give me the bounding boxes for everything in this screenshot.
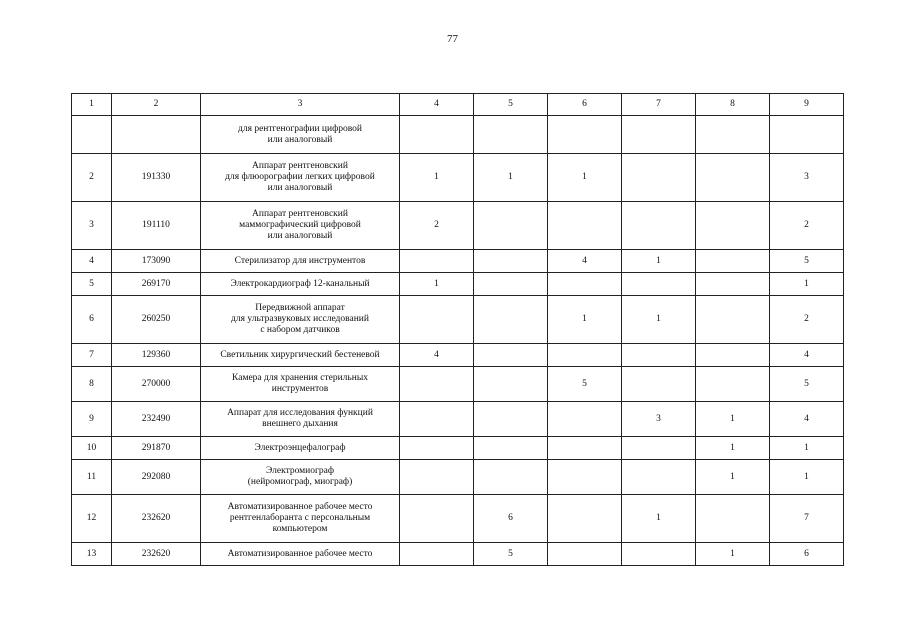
table-cell-col-5 bbox=[474, 273, 548, 296]
header-cell-7: 7 bbox=[622, 94, 696, 116]
table-cell-col-2: 129360 bbox=[112, 344, 201, 367]
table-cell-col-2: 232620 bbox=[112, 543, 201, 566]
table-cell-col-4 bbox=[400, 495, 474, 543]
table-cell-col-4 bbox=[400, 367, 474, 402]
table-cell-col-4 bbox=[400, 296, 474, 344]
table-cell-col-7 bbox=[622, 437, 696, 460]
table-cell-col-4 bbox=[400, 460, 474, 495]
table-cell-col-1: 3 bbox=[72, 202, 112, 250]
table-cell-col-5 bbox=[474, 296, 548, 344]
table-cell-col-8 bbox=[696, 273, 770, 296]
table-row bbox=[72, 202, 844, 250]
table-cell-col-5 bbox=[474, 437, 548, 460]
header-cell-6: 6 bbox=[548, 94, 622, 116]
table-cell-col-9: 1 bbox=[770, 273, 844, 296]
table-row bbox=[72, 273, 844, 296]
table-cell-col-3: Электрокардиограф 12-канальный bbox=[201, 273, 400, 296]
table-cell-col-8: 1 bbox=[696, 437, 770, 460]
table-cell-col-9: 3 bbox=[770, 154, 844, 202]
table-cell-col-5: 5 bbox=[474, 543, 548, 566]
table-cell-col-3: для рентгенографии цифровой или аналоговый bbox=[201, 116, 400, 154]
table-cell-col-8: 1 bbox=[696, 543, 770, 566]
table-cell-col-6: 1 bbox=[548, 296, 622, 344]
table-cell-col-6 bbox=[548, 344, 622, 367]
table-cell-col-4 bbox=[400, 543, 474, 566]
table-cell-col-7 bbox=[622, 367, 696, 402]
table-cell-col-1: 11 bbox=[72, 460, 112, 495]
table-cell-col-9: 4 bbox=[770, 402, 844, 437]
table-cell-col-7 bbox=[622, 116, 696, 154]
table-cell-col-2: 191110 bbox=[112, 202, 201, 250]
table-row bbox=[72, 116, 844, 154]
table-cell-col-9: 1 bbox=[770, 437, 844, 460]
table-header-row bbox=[72, 94, 844, 116]
table-cell-col-4 bbox=[400, 437, 474, 460]
header-cell-2: 2 bbox=[112, 94, 201, 116]
table-row bbox=[72, 437, 844, 460]
table-cell-col-2: 191330 bbox=[112, 154, 201, 202]
table-row bbox=[72, 154, 844, 202]
table-cell-col-7 bbox=[622, 543, 696, 566]
table-cell-col-6 bbox=[548, 116, 622, 154]
table-cell-col-8 bbox=[696, 202, 770, 250]
table-cell-col-9: 2 bbox=[770, 202, 844, 250]
table-cell-col-9: 6 bbox=[770, 543, 844, 566]
table-cell-col-6 bbox=[548, 437, 622, 460]
table-cell-col-5 bbox=[474, 460, 548, 495]
table-cell-col-4 bbox=[400, 116, 474, 154]
table-cell-col-1: 9 bbox=[72, 402, 112, 437]
table-cell-col-1: 6 bbox=[72, 296, 112, 344]
table-cell-col-2: 260250 bbox=[112, 296, 201, 344]
table-cell-col-9 bbox=[770, 116, 844, 154]
table-cell-col-9: 4 bbox=[770, 344, 844, 367]
table-row bbox=[72, 460, 844, 495]
header-cell-1: 1 bbox=[72, 94, 112, 116]
table-cell-col-9: 2 bbox=[770, 296, 844, 344]
table-cell-col-2: 173090 bbox=[112, 250, 201, 273]
table-row bbox=[72, 250, 844, 273]
table-cell-col-3: Светильник хирургический бестеневой bbox=[201, 344, 400, 367]
header-cell-8: 8 bbox=[696, 94, 770, 116]
table-cell-col-4: 2 bbox=[400, 202, 474, 250]
table-cell-col-6 bbox=[548, 202, 622, 250]
table-cell-col-3: Аппарат рентгеновский маммографический цифровой или аналоговый bbox=[201, 202, 400, 250]
table-cell-col-6 bbox=[548, 495, 622, 543]
table-cell-col-9: 5 bbox=[770, 367, 844, 402]
table-cell-col-6: 4 bbox=[548, 250, 622, 273]
table-cell-col-7: 1 bbox=[622, 495, 696, 543]
table-cell-col-5 bbox=[474, 202, 548, 250]
table-row bbox=[72, 367, 844, 402]
table-row bbox=[72, 543, 844, 566]
table-cell-col-5 bbox=[474, 402, 548, 437]
table-cell-col-5 bbox=[474, 367, 548, 402]
table-row bbox=[72, 344, 844, 367]
table-cell-col-2: 269170 bbox=[112, 273, 201, 296]
table-cell-col-1: 10 bbox=[72, 437, 112, 460]
table-cell-col-3: Аппарат рентгеновский для флюорографии легких цифровой или аналоговый bbox=[201, 154, 400, 202]
table-cell-col-1: 8 bbox=[72, 367, 112, 402]
table-cell-col-3: Камера для хранения стерильных инструментов bbox=[201, 367, 400, 402]
table-cell-col-7 bbox=[622, 344, 696, 367]
table-row bbox=[72, 296, 844, 344]
table-cell-col-8 bbox=[696, 367, 770, 402]
table-cell-col-2: 232490 bbox=[112, 402, 201, 437]
header-cell-3: 3 bbox=[201, 94, 400, 116]
table-cell-col-1 bbox=[72, 116, 112, 154]
header-cell-5: 5 bbox=[474, 94, 548, 116]
table-cell-col-6 bbox=[548, 543, 622, 566]
table-cell-col-3: Передвижной аппарат для ультразвуковых исследований с набором датчиков bbox=[201, 296, 400, 344]
table-cell-col-6 bbox=[548, 460, 622, 495]
header-cell-4: 4 bbox=[400, 94, 474, 116]
table-cell-col-5 bbox=[474, 344, 548, 367]
table-cell-col-3: Автоматизированное рабочее место bbox=[201, 543, 400, 566]
table-cell-col-1: 12 bbox=[72, 495, 112, 543]
table-cell-col-2: 291870 bbox=[112, 437, 201, 460]
table-cell-col-5: 1 bbox=[474, 154, 548, 202]
table-cell-col-1: 7 bbox=[72, 344, 112, 367]
table-cell-col-7 bbox=[622, 154, 696, 202]
table-cell-col-3: Стерилизатор для инструментов bbox=[201, 250, 400, 273]
table-cell-col-8 bbox=[696, 344, 770, 367]
table-cell-col-1: 4 bbox=[72, 250, 112, 273]
table-cell-col-4: 1 bbox=[400, 154, 474, 202]
table-body bbox=[72, 94, 844, 566]
table-cell-col-3: Автоматизированное рабочее место рентгенлаборанта с персональным компьютером bbox=[201, 495, 400, 543]
table-cell-col-9: 5 bbox=[770, 250, 844, 273]
equipment-table bbox=[71, 93, 844, 566]
header-cell-9: 9 bbox=[770, 94, 844, 116]
table-cell-col-6: 1 bbox=[548, 154, 622, 202]
table-cell-col-3: Аппарат для исследования функций внешнего дыхания bbox=[201, 402, 400, 437]
table-cell-col-8 bbox=[696, 495, 770, 543]
table-row bbox=[72, 495, 844, 543]
page-number: 77 bbox=[447, 33, 458, 45]
table-cell-col-5 bbox=[474, 250, 548, 273]
table-cell-col-7: 1 bbox=[622, 296, 696, 344]
table-cell-col-7 bbox=[622, 202, 696, 250]
table-cell-col-2: 270000 bbox=[112, 367, 201, 402]
table-cell-col-8 bbox=[696, 296, 770, 344]
table-cell-col-4 bbox=[400, 402, 474, 437]
table-cell-col-8: 1 bbox=[696, 402, 770, 437]
table-cell-col-6 bbox=[548, 273, 622, 296]
table-cell-col-2 bbox=[112, 116, 201, 154]
table-cell-col-4: 4 bbox=[400, 344, 474, 367]
table-cell-col-3: Электромиограф (нейромиограф, миограф) bbox=[201, 460, 400, 495]
table-cell-col-6 bbox=[548, 402, 622, 437]
table-cell-col-9: 7 bbox=[770, 495, 844, 543]
table-cell-col-5: 6 bbox=[474, 495, 548, 543]
table-cell-col-1: 13 bbox=[72, 543, 112, 566]
table-cell-col-4: 1 bbox=[400, 273, 474, 296]
table-cell-col-8: 1 bbox=[696, 460, 770, 495]
table-cell-col-3: Электроэнцефалограф bbox=[201, 437, 400, 460]
table-cell-col-7: 3 bbox=[622, 402, 696, 437]
table-cell-col-8 bbox=[696, 116, 770, 154]
table-cell-col-7 bbox=[622, 273, 696, 296]
table-cell-col-7 bbox=[622, 460, 696, 495]
table-cell-col-1: 5 bbox=[72, 273, 112, 296]
table-cell-col-7: 1 bbox=[622, 250, 696, 273]
table-row bbox=[72, 402, 844, 437]
table-cell-col-2: 232620 bbox=[112, 495, 201, 543]
table-cell-col-2: 292080 bbox=[112, 460, 201, 495]
table-cell-col-1: 2 bbox=[72, 154, 112, 202]
table-cell-col-8 bbox=[696, 250, 770, 273]
table-cell-col-4 bbox=[400, 250, 474, 273]
table-cell-col-5 bbox=[474, 116, 548, 154]
table-cell-col-8 bbox=[696, 154, 770, 202]
table-cell-col-6: 5 bbox=[548, 367, 622, 402]
table-cell-col-9: 1 bbox=[770, 460, 844, 495]
